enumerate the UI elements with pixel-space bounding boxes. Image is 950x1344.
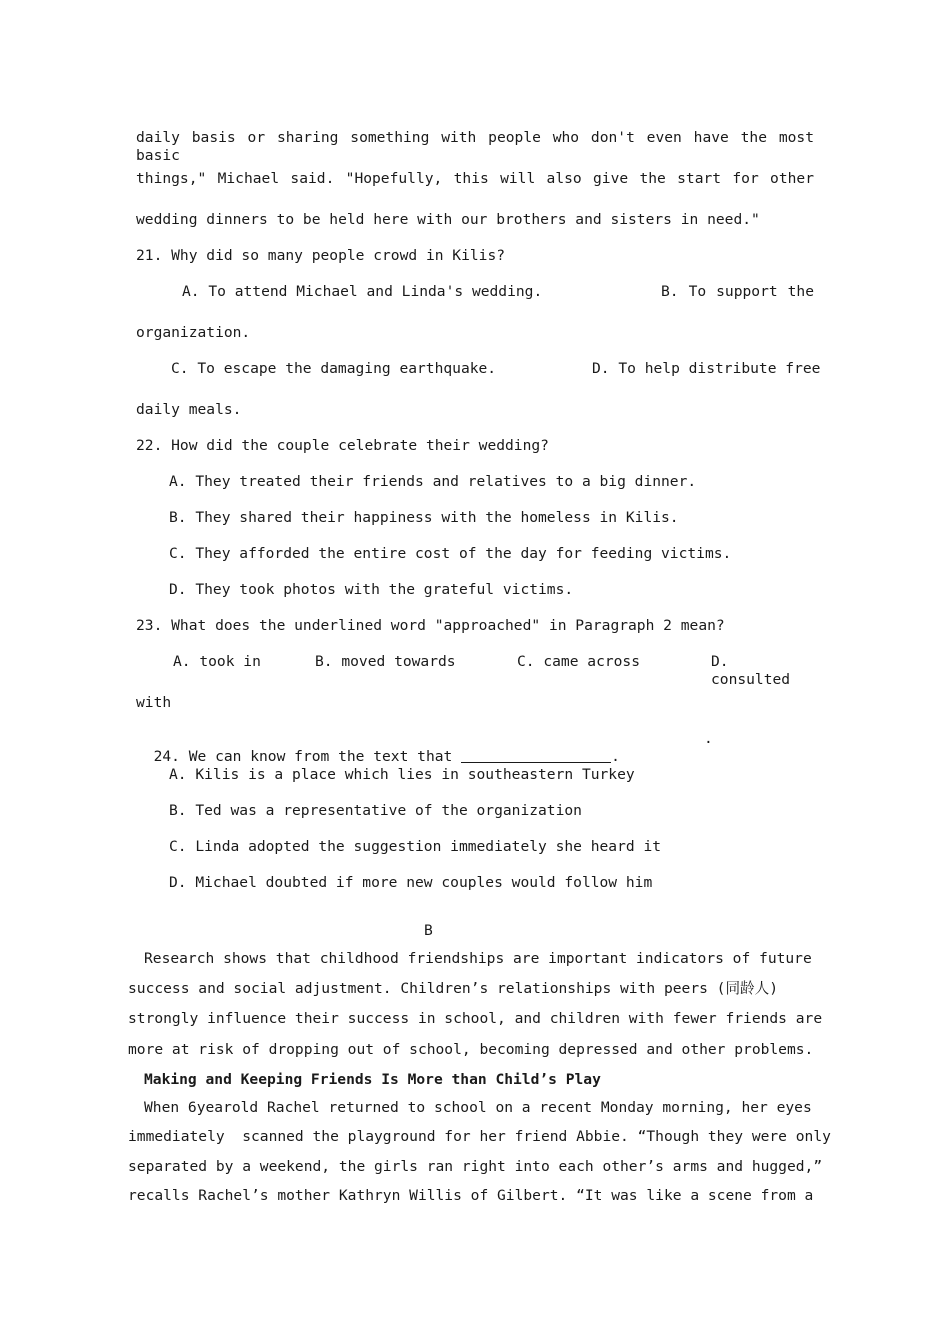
paragraph-line: wedding dinners to be held here with our brothers and sisters in need.": [136, 211, 760, 228]
question-22-option-d: D. They took photos with the grateful victims.: [169, 581, 574, 598]
paragraph-line: daily basis or sharing something with people who don't even have the most basic: [136, 129, 814, 164]
question-22-stem: 22. How did the couple celebrate their wedding?: [136, 437, 549, 454]
question-21-option-c: C. To escape the damaging earthquake.: [171, 360, 497, 377]
question-24-option-d: D. Michael doubted if more new couples would follow him: [169, 874, 653, 891]
question-24-option-c: C. Linda adopted the suggestion immediately she heard it: [169, 838, 662, 855]
question-21-option-d-cont: daily meals.: [136, 401, 242, 418]
intro-line: Research shows that childhood friendships are important indicators of future: [144, 950, 812, 967]
question-21-option-b: B. To support the: [661, 283, 814, 300]
question-24-stem-end: .: [611, 748, 620, 765]
question-24-option-a: A. Kilis is a place which lies in southeastern Turkey: [169, 766, 635, 783]
paragraph-line: things," Michael said. "Hopefully, this will also give the start for other: [136, 170, 814, 187]
answer-blank: [461, 749, 611, 763]
question-24-option-b: B. Ted was a representative of the organization: [169, 802, 582, 819]
question-21-stem: 21. Why did so many people crowd in Kilis?: [136, 247, 506, 264]
question-23-option-d: D. consulted: [711, 653, 791, 688]
body-line: When 6yearold Rachel returned to school on a recent Monday morning, her eyes: [144, 1099, 812, 1116]
body-line: separated by a weekend, the girls ran right into each other’s arms and hugged,”: [128, 1158, 823, 1175]
section-letter: B: [424, 922, 433, 939]
question-22-option-b: B. They shared their happiness with the homeless in Kilis.: [169, 509, 679, 526]
question-21-option-d: D. To help distribute free: [592, 360, 821, 377]
question-24-stem: [136, 730, 620, 766]
body-line: recalls Rachel’s mother Kathryn Willis of Gilbert. “It was like a scene from a: [128, 1187, 814, 1204]
question-23-option-b: B. moved towards: [315, 653, 456, 670]
question-23-option-c: C. came across: [517, 653, 641, 670]
intro-line: strongly influence their success in school, and children with fewer friends are: [128, 1010, 823, 1027]
question-21-option-a: A. To attend Michael and Linda's wedding.: [182, 283, 543, 300]
question-23-option-a: A. took in: [173, 653, 261, 670]
question-24-stem-text: 24. We can know from the text that: [153, 748, 453, 765]
question-22-option-a: A. They treated their friends and relatives to a big dinner.: [169, 473, 697, 490]
question-21-option-b-cont: organization.: [136, 324, 251, 341]
question-22-option-c: C. They afforded the entire cost of the day for feeding victims.: [169, 545, 732, 562]
question-23-stem: 23. What does the underlined word "approached" in Paragraph 2 mean?: [136, 617, 725, 634]
passage-title: Making and Keeping Friends Is More than Child’s Play: [144, 1071, 601, 1088]
body-line: immediately scanned the playground for her friend Abbie. “Though they were only: [128, 1128, 831, 1145]
intro-line: more at risk of dropping out of school, becoming depressed and other problems.: [128, 1041, 814, 1058]
stray-dot: .: [704, 730, 713, 747]
intro-line: success and social adjustment. Children’s relationships with peers (同龄人): [128, 980, 779, 997]
question-23-option-d-cont: with: [136, 694, 172, 711]
